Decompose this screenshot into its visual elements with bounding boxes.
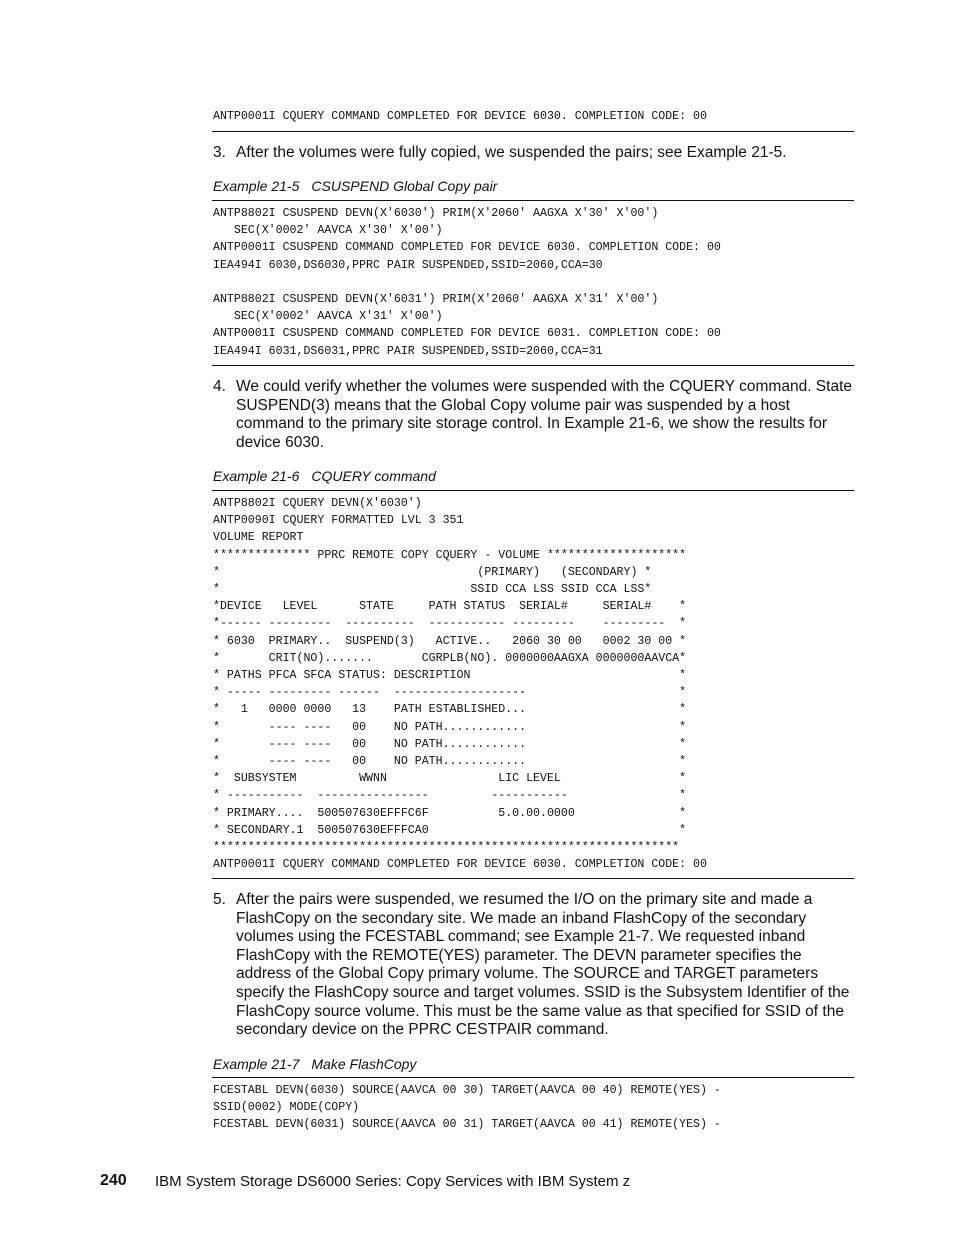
code-rule-top (212, 200, 854, 201)
top-code-block: ANTP0001I CQUERY COMMAND COMPLETED FOR DEVICE 6030. COMPLETION CODE: 00 (213, 110, 707, 123)
code-rule-bottom (212, 878, 854, 879)
step-5 (213, 891, 853, 1040)
page-footer (100, 1172, 631, 1190)
footer-title: IBM System Storage DS6000 Series: Copy Services with IBM System z (155, 1173, 631, 1190)
example-caption-21-5 (213, 178, 497, 194)
step-number: 5. (213, 891, 226, 908)
page-number: 240 (100, 1172, 127, 1189)
example-title: Make FlashCopy (311, 1056, 417, 1072)
code-rule-top (212, 1077, 854, 1078)
example-caption-21-7 (213, 1056, 416, 1072)
example-title: CSUSPEND Global Copy pair (311, 178, 498, 194)
code-block-21-5: ANTP8802I CSUSPEND DEVN(X'6030') PRIM(X'2060' AAGXA X'30' X'00') SEC(X'0002' AAVCA X'30' X'00') ANTP0001I CSUSPEND COMMAND COMPLETED FOR DEVICE 6030. COMPLETION CODE: 00 IEA494I 6030,DS6030,PPRC PAIR SUSPENDED,SSID=2060,CCA=30 ANTP8802I CSUSPEND DEVN(X'6031') PRIM(X'2060' AAGXA X'31' X'00') SEC(X'0002' AAVCA X'31' X'00') ANTP0001I CSUSPEND COMMAND COMPLETED FOR DEVICE 6031. COMPLETION CODE: 00 IEA494I 6031,DS6031,PPRC PAIR SUSPENDED,SSID=2060,CCA=31 (213, 207, 721, 358)
example-label: Example 21-5 (213, 178, 300, 194)
example-title: CQUERY command (311, 468, 436, 484)
code-rule-bottom (212, 365, 854, 366)
code-block-21-7: FCESTABL DEVN(6030) SOURCE(AAVCA 00 30) TARGET(AAVCA 00 40) REMOTE(YES) - SSID(0002) MODE(COPY) FCESTABL DEVN(6031) SOURCE(AAVCA 00 31) TARGET(AAVCA 00 41) REMOTE(YES) - (213, 1084, 721, 1132)
code-rule-top (212, 490, 854, 491)
step-text: After the volumes were fully copied, we suspended the pairs; see Example 21-5. (236, 144, 787, 161)
step-4 (213, 378, 853, 452)
example-label: Example 21-6 (213, 468, 300, 484)
code-rule-bottom (212, 131, 854, 132)
step-text: After the pairs were suspended, we resumed the I/O on the primary site and made a FlashCopy on the secondary site. We made an inband FlashCopy of the secondary volumes using the FCESTABL command; see Example 21-7. We requested inband FlashCopy with the REMOTE(YES) parameter. The DEVN parameter specifies the address of the Global Copy primary volume. The SOURCE and TARGET parameters specify the FlashCopy source and target volumes. SSID is the Subsystem Identifier of the FlashCopy source volume. This must be the same value as that specified for SSID of the secondary device on the PPRC CESTPAIR command. (236, 891, 850, 1039)
step-number: 4. (213, 378, 226, 395)
step-text: We could verify whether the volumes were suspended with the CQUERY command. State SUSPEND(3) means that the Global Copy volume pair was suspended by a host command to the primary site storage control. In Example 21-6, we show the results for device 6030. (236, 378, 852, 451)
step-3 (213, 144, 853, 163)
example-caption-21-6 (213, 468, 436, 484)
example-label: Example 21-7 (213, 1056, 300, 1072)
code-block-21-6: ANTP8802I CQUERY DEVN(X'6030') ANTP0090I CQUERY FORMATTED LVL 3 351 VOLUME REPORT ************** PPRC REMOTE COPY CQUERY - VOLUME ******************** * (PRIMARY) (SECONDARY) * * SSID CCA LSS SSID CCA LSS* *DEVICE LEVEL STATE PATH STATUS SERIAL# SERIAL# * *------ --------- ---------- ----------- --------- --------- * * 6030 PRIMARY.. SUSPEND(3) ACTIVE.. 2060 30 00 0002 30 00 * * CRIT(NO)....... CGRPLB(NO). 0000000AAGXA 0000000AAVCA* * PATHS PFCA SFCA STATUS: DESCRIPTION * * ----- --------- ------ ------------------- * * 1 0000 0000 13 PATH ESTABLISHED... * * ---- ---- 00 NO PATH............ * * ---- ---- 00 NO PATH............ * * ---- ---- 00 NO PATH............ * * SUBSYSTEM WWNN LIC LEVEL * * ----------- ---------------- ----------- * * PRIMARY.... 500507630EFFFC6F 5.0.00.0000 * * SECONDARY.1 500507630EFFFCA0 * ******************************************************************* ANTP0001I CQUERY COMMAND COMPLETED FOR DEVICE 6030. COMPLETION CODE: 00 (213, 497, 707, 872)
step-number: 3. (213, 144, 226, 161)
